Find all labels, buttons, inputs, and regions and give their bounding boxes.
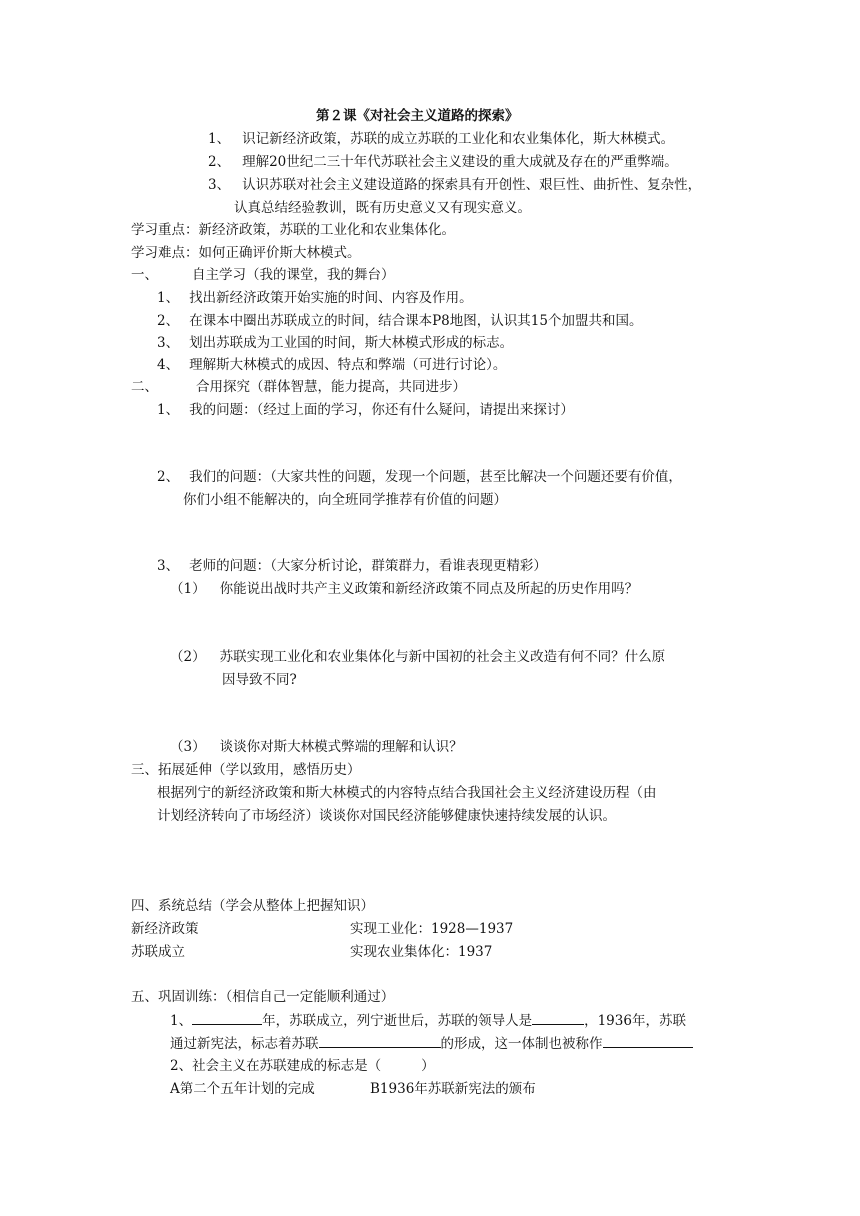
exercise-text: 2、社会主义在苏联建成的标志是（ <box>170 1058 382 1074</box>
sub-question-number: （1） <box>170 581 206 597</box>
objective-3-continued: 认真总结经验教训，既有历史意义又有现实意义。 <box>234 200 531 216</box>
section-3-heading: 三、拓展延伸（学以致用，感悟历史） <box>131 762 361 778</box>
sub-question-3 <box>170 737 463 757</box>
objective-number: 3、 <box>208 177 231 193</box>
section-1-item-2 <box>157 311 642 331</box>
question-text: 老师的问题：（大家分析讨论，群策群力，看谁表现更精彩） <box>189 558 547 574</box>
item-text: 找出新经济政策开始实施的时间、内容及作用。 <box>189 290 473 306</box>
section-number: 一、 <box>131 267 158 283</box>
question-1 <box>157 400 574 420</box>
difficulty: 学习难点：如何正确评价斯大林模式。 <box>131 245 361 261</box>
section-1-item-3 <box>157 333 513 353</box>
item-text: 在课本中圈出苏联成立的时间，结合课本P8地图，认识其15个加盟共和国。 <box>189 313 643 329</box>
item-number: 2、 <box>157 313 180 329</box>
sub-question-2-continued: 因导致不同? <box>222 672 297 688</box>
question-number: 3、 <box>157 558 180 574</box>
sub-question-text: 你能说出战时共产主义政策和新经济政策不同点及所起的历史作用吗？ <box>219 581 639 597</box>
page-title: 第２课《对社会主义道路的探索》 <box>316 108 519 124</box>
objective-2 <box>208 152 678 172</box>
question-2 <box>157 467 682 487</box>
section-1-heading <box>131 265 395 285</box>
item-number: 3、 <box>157 335 180 351</box>
sub-question-text: 苏联实现工业化和农业集体化与新中国初的社会主义改造有何不同？什么原 <box>219 649 666 665</box>
question-2-continued: 你们小组不能解决的，向全班同学推荐有价值的问题） <box>183 492 507 508</box>
item-text: 划出苏联成为工业国的时间，斯大林模式形成的标志。 <box>189 335 514 351</box>
section-heading-text: 合用探究（群体智慧，能力提高，共同进步） <box>196 379 466 395</box>
question-text: 我们的问题：（大家共性的问题，发现一个问题，甚至比解决一个问题还要有价值， <box>189 469 682 485</box>
section-heading-text: 自主学习（我的课堂，我的舞台） <box>192 267 395 283</box>
objective-number: 1、 <box>208 131 231 147</box>
sub-question-1 <box>170 579 638 599</box>
exercise-text: ） <box>421 1058 435 1074</box>
objective-text: 理解20世纪二三十年代苏联社会主义建设的重大成就及存在的严重弊端。 <box>242 154 678 170</box>
sub-question-2 <box>170 647 665 667</box>
section-5-heading: 五、巩固训练：（相信自己一定能顺利通过） <box>131 989 395 1005</box>
summary-row-left: 新经济政策 <box>131 921 199 937</box>
summary-row-right: 实现工业化：1928—1937 <box>350 921 514 937</box>
exercise-text: ，1936年，苏联 <box>584 1013 686 1029</box>
key-point: 学习重点：新经济政策，苏联的工业化和农业集体化。 <box>131 222 455 238</box>
exercise-1-line-1 <box>170 1010 686 1031</box>
question-3 <box>157 556 547 576</box>
objective-number: 2、 <box>208 154 231 170</box>
section-1-item-1 <box>157 288 473 308</box>
exercise-text: 通过新宪法，标志着苏联 <box>170 1036 319 1052</box>
summary-row-left: 苏联成立 <box>131 944 185 960</box>
summary-row-right: 实现农业集体化：1937 <box>350 944 493 960</box>
sub-question-number: （3） <box>170 739 206 755</box>
section-3-text-line-1: 根据列宁的新经济政策和斯大林模式的内容特点结合我国社会主义经济建设历程（由 <box>157 785 657 801</box>
answer-blank-year[interactable] <box>192 1010 262 1025</box>
section-3-text-line-2: 计划经济转向了市场经济）谈谈你对国民经济能够健康快速持续发展的认识。 <box>157 808 616 824</box>
section-number: 二、 <box>131 379 158 395</box>
exercise-text: 年，苏联成立，列宁逝世后，苏联的领导人是 <box>262 1013 533 1029</box>
objective-1 <box>208 129 674 149</box>
answer-blank-system[interactable] <box>319 1033 441 1048</box>
item-text: 理解斯大林模式的成因、特点和弊端（可进行讨论）。 <box>189 357 507 373</box>
question-number: 1、 <box>157 402 180 418</box>
option-b: B1936年苏联新宪法的颁布 <box>370 1081 536 1097</box>
section-4-heading: 四、系统总结（学会从整体上把握知识） <box>131 898 374 914</box>
item-number: 4、 <box>157 357 180 373</box>
objective-3 <box>208 175 701 195</box>
exercise-1-line-2 <box>170 1033 693 1054</box>
question-text: 我的问题：（经过上面的学习，你还有什么疑问，请提出来探讨） <box>189 402 574 418</box>
sub-question-number: （2） <box>170 649 206 665</box>
exercise-text: 的形成，这一体制也被称作 <box>440 1036 603 1052</box>
section-1-item-4 <box>157 355 506 375</box>
item-number: 1、 <box>157 290 180 306</box>
objective-text: 识记新经济政策，苏联的成立苏联的工业化和农业集体化，斯大林模式。 <box>242 131 675 147</box>
answer-blank-name[interactable] <box>603 1033 693 1048</box>
question-number: 2、 <box>157 469 180 485</box>
answer-blank-leader[interactable] <box>532 1010 584 1025</box>
section-2-heading <box>131 377 466 397</box>
exercise-2 <box>170 1056 435 1076</box>
exercise-number: 1、 <box>170 1013 193 1029</box>
objective-text: 认识苏联对社会主义建设道路的探索具有开创性、艰巨性、曲折性、复杂性， <box>242 177 702 193</box>
option-a: A第二个五年计划的完成 <box>170 1081 315 1097</box>
sub-question-text: 谈谈你对斯大林模式弊端的理解和认识？ <box>219 739 463 755</box>
